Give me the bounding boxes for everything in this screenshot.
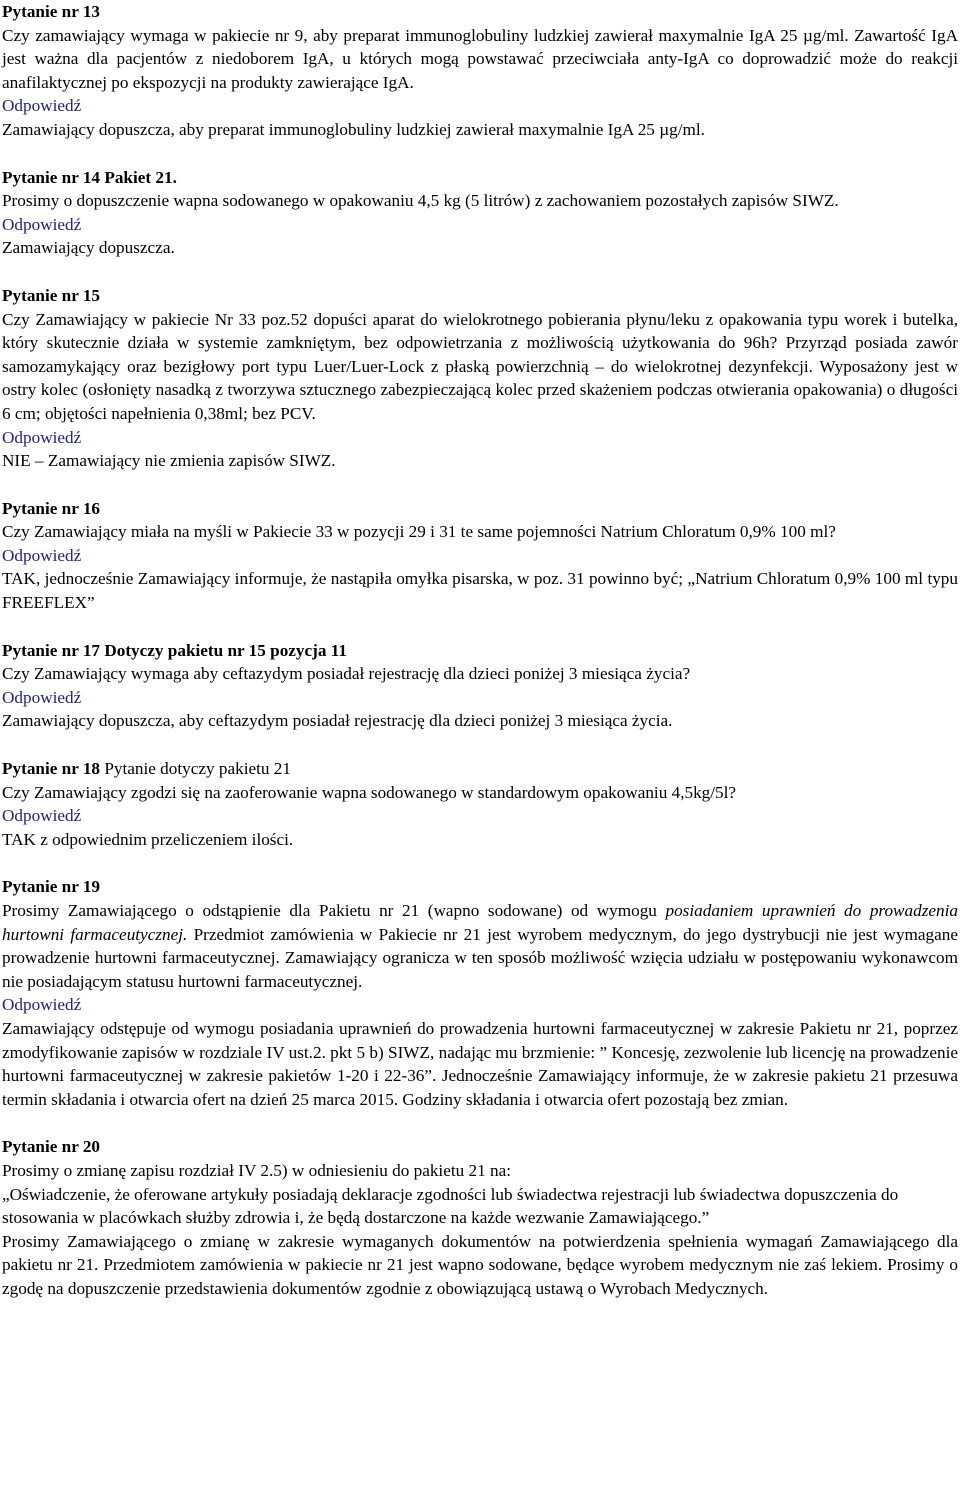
question-20 (2, 1135, 958, 1300)
question-19-text-a: Prosimy Zamawiającego o odstąpienie dla Pakietu nr 21 (wapno sodowane) od wymogu (2, 901, 666, 920)
question-13-answer: Zamawiający dopuszcza, aby preparat immunoglobuliny ludzkiej zawierał maxymalnie IgA 25 µg/ml. (2, 119, 705, 139)
question-13-answer-label: Odpowiedź (2, 96, 82, 116)
question-19-answer-label: Odpowiedź (2, 995, 82, 1015)
question-20-quote: „Oświadczenie, że oferowane artykuły posiadają deklaracje zgodności lub świadectwa rejestracji lub świadectwa dopuszczenia do stosowania w placówkach służby zdrowia i, że będą dostarczone na każde wezwanie Zamawiającego.” (2, 1184, 899, 1228)
question-20-title: Pytanie nr 20 (2, 1137, 101, 1157)
question-15-answer-label: Odpowiedź (2, 427, 82, 447)
question-19-text-b: Przedmiot zamówienia w Pakiecie nr 21 jest wyrobem medycznym, do jego dystrybucji nie jest wymagane prowadzenie hurtowni farmaceutycznej. Zamawiający ogranicza w ten sposób możliwość wzięcia udziału w postępowaniu wykonawcom nie posiadającym statusu hurtowni farmaceutycznej. (2, 924, 958, 991)
question-17-text: Czy Zamawiający wymaga aby ceftazydym posiadał rejestrację dla dzieci poniżej 3 miesiąca życia? (2, 664, 691, 684)
question-18 (2, 757, 958, 851)
question-14 (2, 166, 958, 260)
question-14-text: Prosimy o dopuszczenie wapna sodowanego w opakowaniu 4,5 kg (5 litrów) z zachowaniem pozostałych zapisów SIWZ. (2, 191, 839, 211)
question-18-answer: TAK z odpowiednim przeliczeniem ilości. (2, 829, 294, 849)
question-13-title: Pytanie nr 13 (2, 2, 101, 21)
question-15 (2, 284, 958, 473)
question-16-answer-label: Odpowiedź (2, 545, 82, 565)
question-17-answer: Zamawiający dopuszcza, aby ceftazydym posiadał rejestrację dla dzieci poniżej 3 miesiąca życia. (2, 711, 673, 731)
question-16-answer: TAK, jednocześnie Zamawiający informuje, że nastąpiła omyłka pisarska, w poz. 31 powinno być; „Natrium Chloratum 0,9% 100 ml typu FREEFLEX” (2, 569, 958, 613)
question-17 (2, 639, 958, 733)
question-14-answer: Zamawiający dopuszcza. (2, 238, 175, 258)
question-15-title: Pytanie nr 15 (2, 285, 101, 305)
question-18-title (2, 757, 958, 781)
question-19-text (2, 899, 958, 993)
question-16-title: Pytanie nr 16 (2, 498, 101, 518)
question-18-answer-label: Odpowiedź (2, 806, 82, 826)
question-13 (2, 0, 958, 142)
question-18-title-suffix: Pytanie dotyczy pakietu 21 (100, 759, 291, 779)
question-19-title: Pytanie nr 19 (2, 877, 101, 897)
question-14-answer-label: Odpowiedź (2, 214, 82, 234)
question-20-line1: Prosimy o zmianę zapisu rozdział IV 2.5) w odniesieniu do pakietu 21 na: (2, 1160, 511, 1180)
question-19 (2, 875, 958, 1111)
question-15-text: Czy Zamawiający w pakiecie Nr 33 poz.52 dopuści aparat do wielokrotnego pobierania płynu/leku z opakowania typu worek i butelka, który skutecznie działa w systemie zamkniętym, bez odpowietrzania z możliwością użytkowania do 96h? Przyrząd posiada zawór samozamykający oraz bezigłowy port typu Luer/Luer-Lock z płaską powierzchnią – do wielokrotnej dezynfekcji. Wyposażony jest w ostry kolec (osłonięty nasadką z tworzywa sztucznego zabezpieczającą kolec przed skażeniem podczas otwierania opakowania) o długości 6 cm; objętości napełnienia 0,38ml; bez PCV. (2, 309, 958, 423)
question-18-text: Czy Zamawiający zgodzi się na zaoferowanie wapna sodowanego w standardowym opakowaniu 4,5kg/5l? (2, 782, 737, 802)
question-18-title-number: Pytanie nr 18 (2, 759, 101, 779)
question-19-answer: Zamawiający odstępuje od wymogu posiadania uprawnień do prowadzenia hurtowni farmaceutycznej w zakresie Pakietu nr 21, poprzez zmodyfikowanie zapisów w rozdziale IV ust.2. pkt 5 b) SIWZ, nadając mu brzmienie: ” Koncesję, zezwolenie lub licencję na prowadzenie hurtowni farmaceutycznej w zakresie pakietów 1-20 i 22-36”. Jednocześnie Zamawiający informuje, że w zakresie pakietu 21 przesuwa termin składania i otwarcia ofert na dzień 25 marca 2015. Godziny składania i otwarcia ofert pozostają bez zmian. (2, 1018, 958, 1109)
question-14-title: Pytanie nr 14 Pakiet 21. (2, 167, 177, 187)
question-20-paragraph: Prosimy Zamawiającego o zmianę w zakresie wymaganych dokumentów na potwierdzenia spełnienia wymagań Zamawiającego dla pakietu nr 21. Przedmiotem zamówienia w pakiecie nr 21 jest wapno sodowane, będące wyrobem medycznym nie zaś lekiem. Prosimy o zgodę na dopuszczenie przedstawienia dokumentów zgodnie z obowiązującą ustawą o Wyrobach Medycznych. (2, 1231, 958, 1298)
question-13-text: Czy zamawiający wymaga w pakiecie nr 9, aby preparat immunoglobuliny ludzkiej zawierał maxymalnie IgA 25 µg/ml. Zawartość IgA jest ważna dla pacjentów z niedoborem IgA, u których mogą powstawać przeciwciała anty-IgA co doprowadzić może do reakcji anafilaktycznej po ekspozycji na produkty zawierające IgA. (2, 25, 958, 92)
question-17-title: Pytanie nr 17 Dotyczy pakietu nr 15 pozycja 11 (2, 640, 348, 660)
question-19-text-italic: posiadaniem uprawnień do prowadzenia hurtowni farmaceutycznej. (2, 901, 958, 944)
question-15-answer: NIE – Zamawiający nie zmienia zapisów SIWZ. (2, 451, 336, 471)
question-17-answer-label: Odpowiedź (2, 687, 82, 707)
question-16-text: Czy Zamawiający miała na myśli w Pakiecie 33 w pozycji 29 i 31 te same pojemności Natrium Chloratum 0,9% 100 ml? (2, 522, 836, 542)
question-16 (2, 497, 958, 615)
